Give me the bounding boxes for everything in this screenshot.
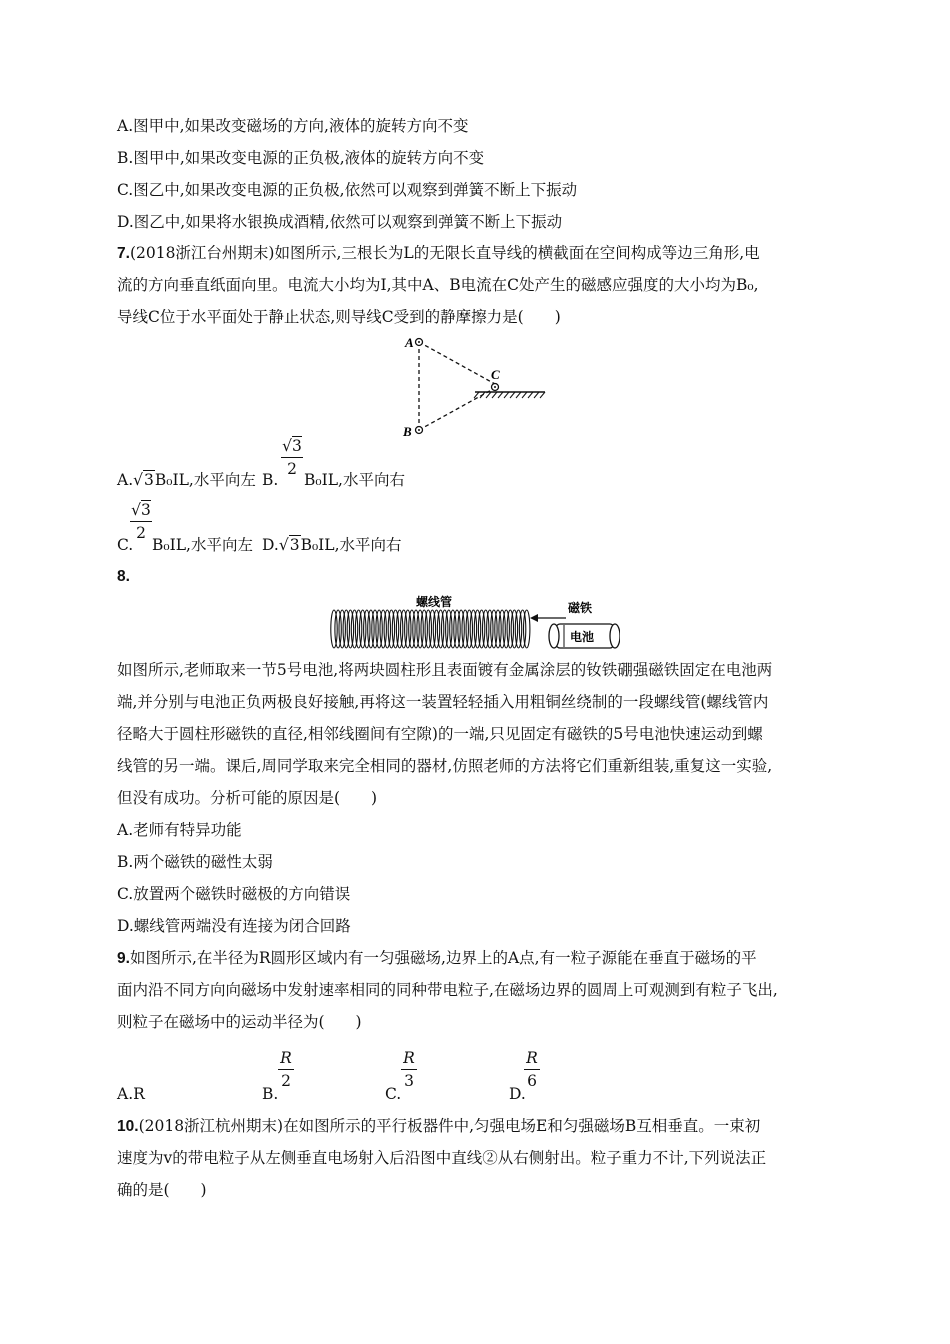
q7-line-1: 7.(2018浙江台州期末)如图所示,三根长为L的无限长直导线的横截面在空间构成等边三角形,电 — [117, 244, 760, 262]
label-battery: 电池 — [570, 630, 595, 644]
label-solenoid: 螺线管 — [416, 595, 453, 609]
q8-option-a: A.老师有特异功能 — [117, 821, 242, 839]
q8-line-1: 如图所示,老师取来一节5号电池,将两块圆柱形且表面镀有金属涂层的钕铁硼强磁铁固定在电池两 — [117, 661, 773, 679]
q9-option-a: A.R — [117, 1085, 145, 1103]
q9-number: 9. — [117, 950, 130, 967]
q10-number: 10. — [117, 1118, 139, 1135]
q7-line-2: 流的方向垂直纸面向里。电流大小均为I,其中A、B电流在C处产生的磁感应强度的大小均为B₀, — [117, 276, 759, 294]
q8-option-d: D.螺线管两端没有连接为闭合回路 — [117, 917, 351, 935]
arrow-head — [530, 614, 538, 622]
q8-line-3: 径略大于圆柱形磁铁的直径,相邻线圈间有空隙)的一端,只见固定有磁铁的5号电池快速运动到螺 — [117, 725, 763, 743]
q7-option-d: D.√3B₀IL,水平向右 — [262, 536, 402, 554]
q9-line-2: 面内沿不同方向向磁场中发射速率相同的同种带电粒子,在磁场边界的圆周上可观测到有粒子飞出, — [117, 981, 778, 999]
sqrt3: √3 — [278, 536, 300, 554]
q6-option-c: C.图乙中,如果改变电源的正负极,依然可以观察到弹簧不断上下振动 — [117, 181, 578, 199]
q9-option-c-prefix: C. — [385, 1085, 402, 1103]
label-magnet: 磁铁 — [568, 601, 593, 615]
q9-option-c-fraction: R 3 — [401, 1048, 417, 1091]
solenoid-coils — [331, 610, 530, 648]
q8-option-c: C.放置两个磁铁时磁极的方向错误 — [117, 885, 351, 903]
q8-option-b: B.两个磁铁的磁性太弱 — [117, 853, 273, 871]
q8-solenoid-figure — [330, 592, 620, 654]
q9-option-b-fraction: R 2 — [278, 1048, 294, 1091]
q7-number: 7. — [117, 245, 130, 262]
label-a: A — [405, 335, 414, 350]
q7-option-c-fraction: √3 2 — [131, 501, 151, 542]
edge-ac — [419, 342, 495, 384]
magnet-left — [549, 624, 559, 648]
q7-option-b-prefix: B. — [262, 471, 279, 489]
q7-option-c-prefix: C. — [117, 536, 134, 554]
magnet-right — [610, 624, 620, 648]
q8-line-4: 线管的另一端。课后,周同学取来完全相同的器材,仿照老师的方法将它们重新组装,重复这一实验, — [117, 757, 773, 775]
q9-line-3: 则粒子在磁场中的运动半径为( ) — [117, 1013, 362, 1031]
q7-triangle-figure — [395, 330, 555, 442]
q7-line-3: 导线C位于水平面处于静止状态,则导线C受到的静摩擦力是( ) — [117, 308, 561, 326]
q7-option-b-suffix: B₀IL,水平向右 — [304, 471, 405, 489]
q8-line-2: 端,并分别与电池正负两极良好接触,再将这一装置轻轻插入用粗铜丝绕制的一段螺线管(螺线管内 — [117, 693, 769, 711]
q6-option-d: D.图乙中,如果将水银换成酒精,依然可以观察到弹簧不断上下振动 — [117, 213, 563, 231]
q7-option-a: A.√3B₀IL,水平向左 — [117, 471, 256, 489]
ground-hatch — [474, 392, 545, 398]
coil-turn — [524, 610, 530, 648]
q9-option-b-prefix: B. — [262, 1085, 279, 1103]
sqrt3: √3 — [133, 471, 154, 489]
q9-option-d-prefix: D. — [509, 1085, 526, 1103]
q7-option-b-fraction: √3 2 — [282, 437, 302, 478]
label-b: B — [403, 424, 412, 439]
q6-option-b: B.图甲中,如果改变电源的正负极,液体的旋转方向不变 — [117, 149, 485, 167]
q10-line-2: 速度为v的带电粒子从左侧垂直电场射入后沿图中直线②从右侧射出。粒子重力不计,下列说法正 — [117, 1149, 767, 1167]
q9-line-1: 9.如图所示,在半径为R圆形区域内有一匀强磁场,边界上的A点,有一粒子源能在垂直于磁场的平 — [117, 949, 757, 967]
q10-line-3: 确的是( ) — [117, 1181, 207, 1199]
q8-line-5: 但没有成功。分析可能的原因是( ) — [117, 789, 378, 807]
q9-option-d-fraction: R 6 — [524, 1048, 540, 1091]
q6-option-a: A.图甲中,如果改变磁场的方向,液体的旋转方向不变 — [117, 117, 469, 135]
label-c: C — [491, 367, 500, 382]
q7-option-c-suffix: B₀IL,水平向左 — [152, 536, 253, 554]
q10-line-1: 10.(2018浙江杭州期末)在如图所示的平行板器件中,匀强电场E和匀强磁场B互相垂直。一束初 — [117, 1117, 761, 1135]
q8-number: 8. — [117, 568, 130, 585]
